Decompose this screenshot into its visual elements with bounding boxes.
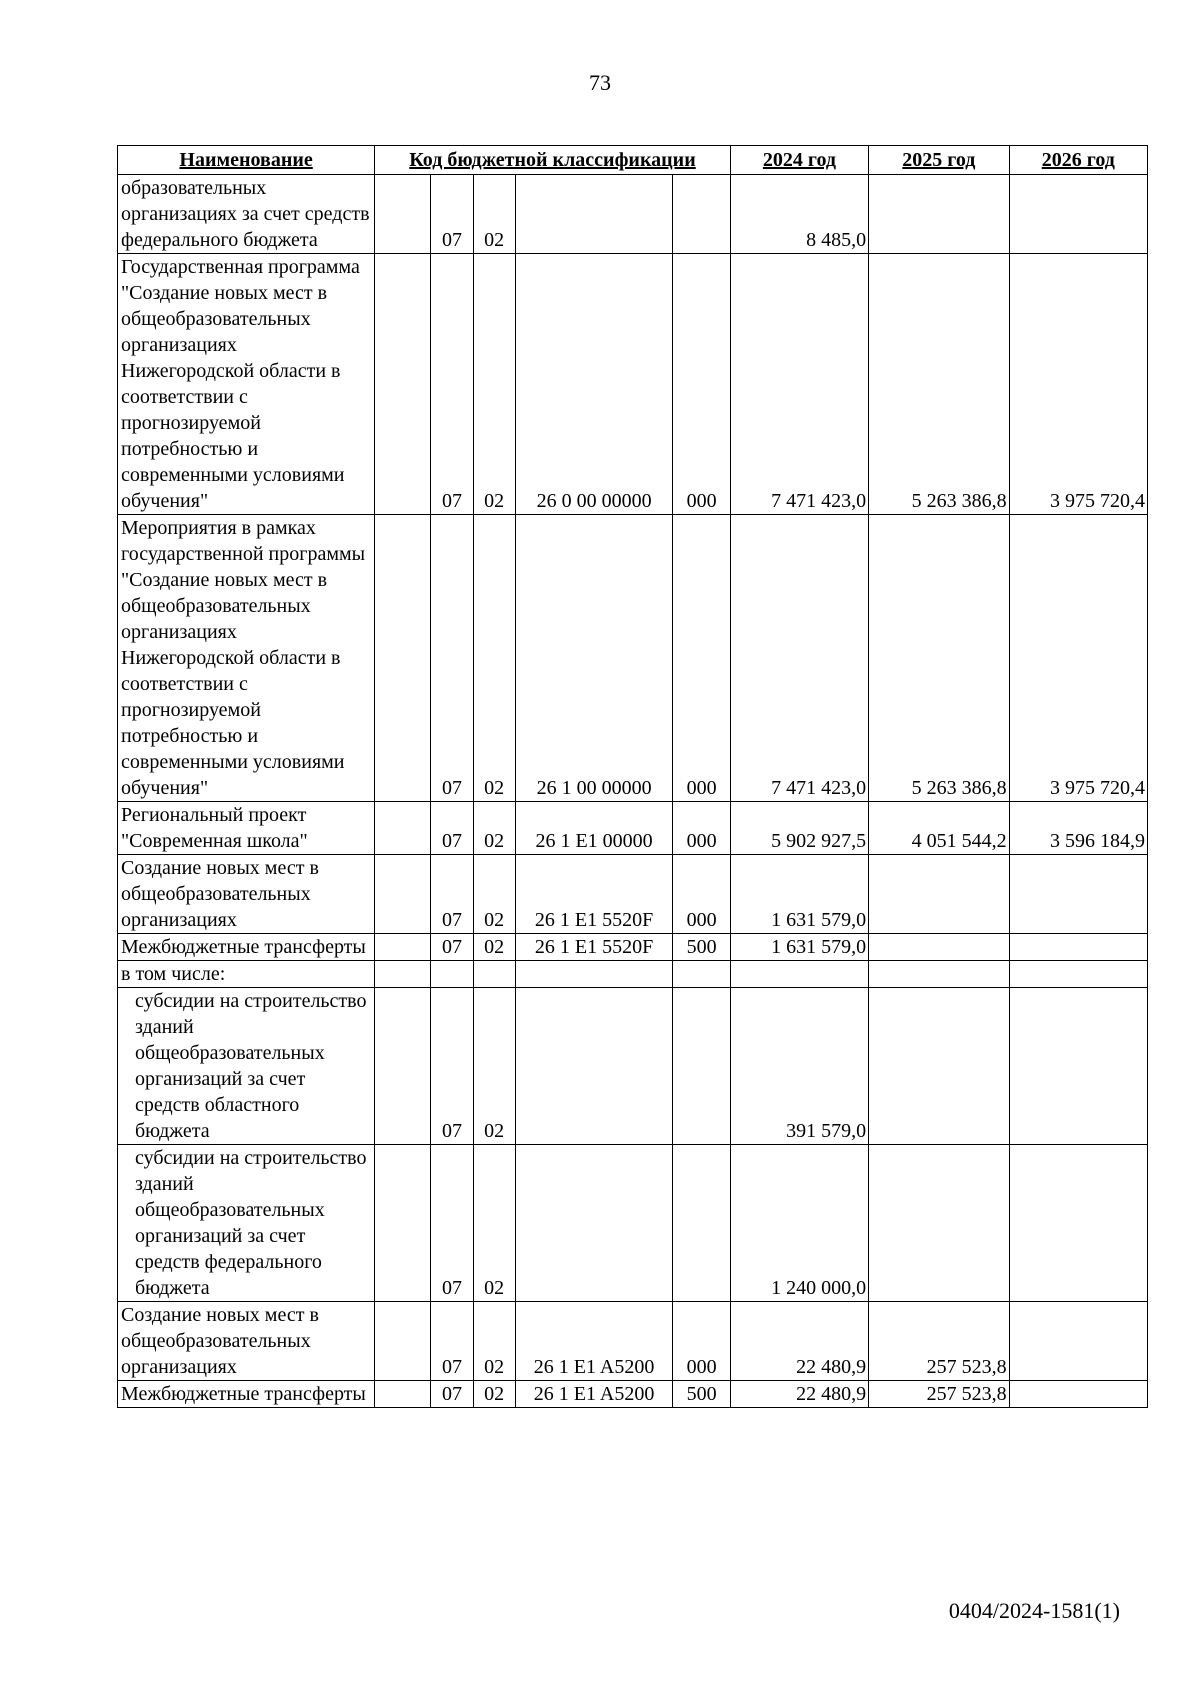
row-value-2024: 22 480,9 <box>730 1302 868 1381</box>
row-code-section: 07 <box>431 254 473 515</box>
row-value-2026 <box>1009 961 1147 988</box>
row-code-1 <box>375 1381 431 1408</box>
row-code-type <box>673 961 730 988</box>
row-code-1 <box>375 855 431 934</box>
row-code-type <box>673 1145 730 1302</box>
row-name: образовательных организациях за счет средств федерального бюджета <box>118 175 375 254</box>
table-row <box>118 988 1148 1145</box>
table-row <box>118 515 1148 802</box>
row-code-target: 26 1 E1 A5200 <box>515 1381 673 1408</box>
row-code-section: 07 <box>431 1381 473 1408</box>
row-code-type: 000 <box>673 855 730 934</box>
row-code-subsection: 02 <box>473 988 515 1145</box>
row-code-subsection: 02 <box>473 855 515 934</box>
row-code-type: 500 <box>673 1381 730 1408</box>
row-code-target: 26 1 E1 5520F <box>515 934 673 961</box>
table-row <box>118 802 1148 855</box>
row-name <box>118 988 375 1145</box>
row-name <box>118 1145 375 1302</box>
row-code-section <box>431 961 473 988</box>
row-value-2024: 7 471 423,0 <box>730 254 868 515</box>
row-code-subsection: 02 <box>473 1145 515 1302</box>
row-value-2025: 257 523,8 <box>869 1302 1009 1381</box>
row-code-type <box>673 175 730 254</box>
row-value-2024: 1 240 000,0 <box>730 1145 868 1302</box>
row-code-section: 07 <box>431 515 473 802</box>
row-name: Создание новых мест в общеобразовательных организациях <box>118 855 375 934</box>
row-value-2025: 4 051 544,2 <box>869 802 1009 855</box>
row-code-type: 000 <box>673 802 730 855</box>
row-name: Межбюджетные трансферты <box>118 934 375 961</box>
row-code-subsection <box>473 961 515 988</box>
row-code-target <box>515 961 673 988</box>
document-number: 0404/2024-1581(1) <box>948 1598 1120 1623</box>
row-value-2024: 5 902 927,5 <box>730 802 868 855</box>
row-code-section: 07 <box>431 1302 473 1381</box>
table-row <box>118 961 1148 988</box>
row-value-2025 <box>869 855 1009 934</box>
row-code-subsection: 02 <box>473 515 515 802</box>
row-code-type: 000 <box>673 515 730 802</box>
row-code-1 <box>375 934 431 961</box>
row-value-2024: 391 579,0 <box>730 988 868 1145</box>
row-code-section: 07 <box>431 1145 473 1302</box>
row-value-2026 <box>1009 988 1147 1145</box>
row-value-2025 <box>869 988 1009 1145</box>
table-row <box>118 254 1148 515</box>
row-value-2026: 3 596 184,9 <box>1009 802 1147 855</box>
row-value-2026 <box>1009 1381 1147 1408</box>
row-value-2024: 22 480,9 <box>730 1381 868 1408</box>
row-value-2024: 8 485,0 <box>730 175 868 254</box>
row-code-subsection: 02 <box>473 175 515 254</box>
table-row <box>118 1145 1148 1302</box>
table-row <box>118 934 1148 961</box>
row-value-2024: 7 471 423,0 <box>730 515 868 802</box>
row-code-type: 500 <box>673 934 730 961</box>
row-value-2025 <box>869 175 1009 254</box>
row-value-2026 <box>1009 1145 1147 1302</box>
row-code-subsection: 02 <box>473 802 515 855</box>
budget-table <box>117 145 1148 1408</box>
row-code-target: 26 1 E1 A5200 <box>515 1302 673 1381</box>
table-row <box>118 855 1148 934</box>
row-value-2026 <box>1009 934 1147 961</box>
row-value-2024 <box>730 961 868 988</box>
row-code-subsection: 02 <box>473 934 515 961</box>
row-code-1 <box>375 961 431 988</box>
row-code-section: 07 <box>431 802 473 855</box>
row-value-2026 <box>1009 175 1147 254</box>
row-code-1 <box>375 1302 431 1381</box>
row-code-1 <box>375 988 431 1145</box>
row-value-2025: 5 263 386,8 <box>869 254 1009 515</box>
row-code-type <box>673 988 730 1145</box>
row-code-subsection: 02 <box>473 1302 515 1381</box>
row-code-target <box>515 175 673 254</box>
row-code-target <box>515 988 673 1145</box>
row-code-target: 26 0 00 00000 <box>515 254 673 515</box>
row-name: Региональный проект "Современная школа" <box>118 802 375 855</box>
header-name: Наименование <box>118 146 375 175</box>
row-name: Государственная программа "Создание новых мест в общеобразовательных организациях Нижегородской области в соответствии с прогнозируемой потребностью и современными условиями обучения" <box>118 254 375 515</box>
row-value-2026: 3 975 720,4 <box>1009 515 1147 802</box>
page-number: 73 <box>589 70 611 95</box>
row-name: в том числе: <box>118 961 375 988</box>
row-code-section: 07 <box>431 934 473 961</box>
row-value-2024: 1 631 579,0 <box>730 855 868 934</box>
row-code-target: 26 1 E1 00000 <box>515 802 673 855</box>
row-name: Мероприятия в рамках государственной программы "Создание новых мест в общеобразовательных организациях Нижегородской области в соответствии с прогнозируемой потребностью и современными условиями обучения" <box>118 515 375 802</box>
row-code-1 <box>375 1145 431 1302</box>
header-2026: 2026 год <box>1009 146 1147 175</box>
row-name-text: субсидии на строительство зданий общеобразовательных организаций за счет средств федерального бюджета <box>135 1147 367 1299</box>
row-value-2025 <box>869 961 1009 988</box>
row-name: Создание новых мест в общеобразовательных организациях <box>118 1302 375 1381</box>
row-code-1 <box>375 515 431 802</box>
row-code-section: 07 <box>431 988 473 1145</box>
row-code-type: 000 <box>673 254 730 515</box>
row-value-2026: 3 975 720,4 <box>1009 254 1147 515</box>
row-code-type: 000 <box>673 1302 730 1381</box>
row-value-2026 <box>1009 1302 1147 1381</box>
row-name-text: субсидии на строительство зданий общеобразовательных организаций за счет средств областного бюджета <box>135 990 367 1142</box>
row-code-target <box>515 1145 673 1302</box>
table-header-row <box>118 146 1148 175</box>
row-value-2025 <box>869 1145 1009 1302</box>
row-code-subsection: 02 <box>473 1381 515 1408</box>
row-value-2026 <box>1009 855 1147 934</box>
row-code-target: 26 1 E1 5520F <box>515 855 673 934</box>
table-row <box>118 1381 1148 1408</box>
row-code-1 <box>375 254 431 515</box>
header-code: Код бюджетной классификации <box>375 146 731 175</box>
row-value-2025: 5 263 386,8 <box>869 515 1009 802</box>
row-code-1 <box>375 802 431 855</box>
row-value-2025 <box>869 934 1009 961</box>
header-2024: 2024 год <box>730 146 868 175</box>
table-row <box>118 175 1148 254</box>
row-value-2025: 257 523,8 <box>869 1381 1009 1408</box>
header-2025: 2025 год <box>869 146 1009 175</box>
row-code-subsection: 02 <box>473 254 515 515</box>
row-code-1 <box>375 175 431 254</box>
row-code-section: 07 <box>431 175 473 254</box>
row-value-2024: 1 631 579,0 <box>730 934 868 961</box>
row-name: Межбюджетные трансферты <box>118 1381 375 1408</box>
table-row <box>118 1302 1148 1381</box>
row-code-target: 26 1 00 00000 <box>515 515 673 802</box>
row-code-section: 07 <box>431 855 473 934</box>
